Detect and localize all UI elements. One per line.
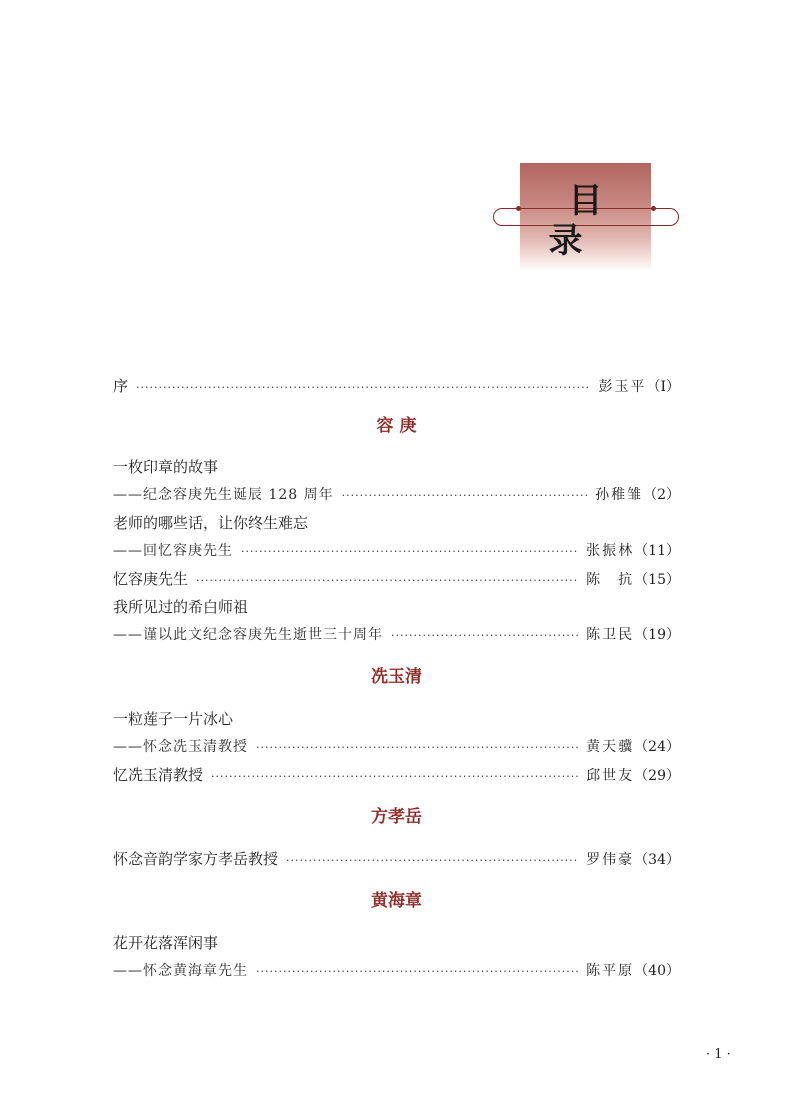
toc-entry-title[interactable] (113, 705, 680, 733)
toc-entry[interactable] (113, 761, 680, 789)
dot-leader (256, 734, 578, 762)
entry-author: 邱世友 (586, 768, 635, 784)
entry-page: （24） (634, 739, 680, 755)
entry-subtitle: ——纪念容庚先生诞辰 128 周年 (113, 487, 334, 503)
toc-entry[interactable] (113, 733, 680, 761)
entry-author: 罗伟豪 (586, 852, 635, 868)
toc-entry[interactable] (113, 537, 680, 565)
entry-title: 一粒莲子一片冰心 (113, 710, 234, 728)
entry-author: 张振林 (586, 543, 635, 559)
toc-entry-title[interactable] (113, 929, 680, 957)
entry-page: （Ⅰ） (646, 379, 680, 395)
entry-page: （19） (634, 627, 680, 643)
entry-title: 忆容庚先生 (113, 570, 189, 588)
entry-title: 一枚印章的故事 (113, 458, 219, 476)
toc-entry-title[interactable] (113, 593, 680, 621)
table-of-contents (113, 372, 680, 985)
dot-leader (196, 567, 578, 595)
toc-entry[interactable] (113, 957, 680, 985)
entry-title: 老师的哪些话，让你终生难忘 (113, 514, 309, 532)
entry-page: （2） (643, 487, 680, 503)
entry-author: 陈平原 (586, 963, 635, 979)
entry-subtitle: ——怀念黄海章先生 (113, 963, 248, 979)
toc-entry[interactable] (113, 845, 680, 873)
entry-page: （29） (634, 768, 680, 784)
entry-author: 陈 抗 (586, 572, 635, 588)
dot-leader (286, 847, 578, 875)
toc-heading: 目 录 (548, 181, 643, 261)
entry-title: 怀念音韵学家方孝岳教授 (113, 850, 279, 868)
entry-page: （40） (634, 963, 680, 979)
entry-subtitle: ——谨以此文纪念容庚先生逝世三十周年 (113, 627, 383, 643)
section-heading: 黄海章 (371, 891, 422, 911)
dot-leader (256, 958, 578, 986)
entry-page: （34） (634, 852, 680, 868)
dot-leader (136, 374, 590, 402)
toc-entry-title[interactable] (113, 509, 680, 537)
entry-page: （11） (634, 543, 680, 559)
entry-subtitle: ——回忆容庚先生 (113, 543, 233, 559)
toc-entry[interactable] (113, 481, 680, 509)
entry-subtitle: ——怀念冼玉清教授 (113, 739, 248, 755)
entry-page: （15） (634, 572, 680, 588)
entry-title: 序 (113, 377, 129, 395)
toc-entry-preface[interactable] (113, 372, 680, 400)
dot-leader (241, 538, 578, 566)
entry-author: 黄天骥 (586, 739, 635, 755)
entry-author: 陈卫民 (586, 627, 635, 643)
section-heading: 冼玉清 (371, 667, 422, 687)
dot-leader (391, 622, 578, 650)
toc-entry[interactable] (113, 565, 680, 593)
dot-leader (342, 482, 587, 510)
entry-author: 彭玉平 (598, 379, 647, 395)
entry-title: 花开花落浑闲事 (113, 934, 219, 952)
entry-title: 忆冼玉清教授 (113, 766, 204, 784)
section-heading: 容 庚 (376, 416, 417, 436)
entry-title: 我所见过的希白师祖 (113, 598, 249, 616)
toc-heading-block (493, 163, 683, 271)
entry-author: 孙稚雏 (595, 487, 644, 503)
toc-entry[interactable] (113, 621, 680, 649)
section-heading: 方孝岳 (371, 807, 422, 827)
dot-leader (211, 763, 578, 791)
page-number: · 1 · (706, 1047, 731, 1062)
toc-entry-title[interactable] (113, 453, 680, 481)
